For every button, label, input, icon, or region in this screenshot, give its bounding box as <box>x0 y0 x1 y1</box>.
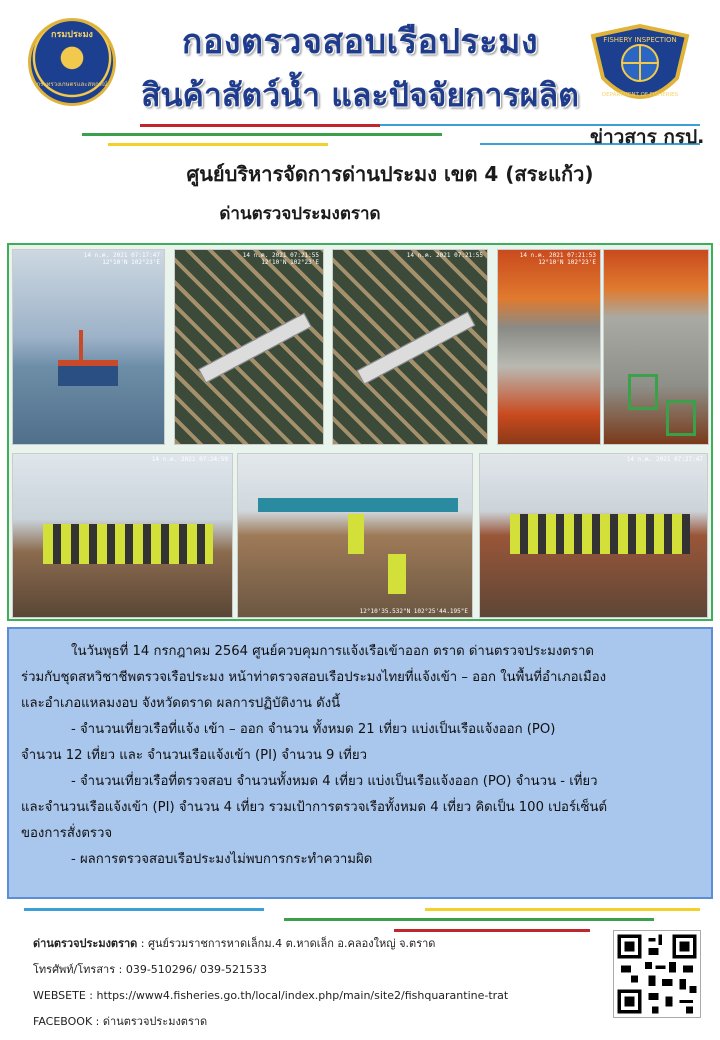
photo-fish-hold-2 <box>603 249 709 445</box>
facebook-link[interactable]: ด่านตรวจประมงตราด <box>102 1015 208 1028</box>
photo-net-measure-1 <box>174 249 324 445</box>
footer-divider-green <box>284 918 654 921</box>
photo-stamp: 14 ก.ค. 2021 07:21:55 12°10'N 102°23'E <box>242 252 319 266</box>
report-bullet-1: - จำนวนเที่ยวเรือที่แจ้ง เข้า – ออก จำนวน ทั้งหมด 21 เที่ยว แบ่งเป็นเรือแจ้งออก (PO) <box>71 722 556 737</box>
photo-stamp: 14 ก.ค. 2021 07:21:55 <box>406 252 483 259</box>
photo-fish-hold-1 <box>497 249 601 445</box>
fishery-inspection-emblem <box>585 18 695 118</box>
photo-stamp: 14 ก.ค. 2021 07:21:53 12°10'N 102°23'E <box>519 252 596 266</box>
photo-stamp: 14 ก.ค. 2021 07:17:47 12°10'N 102°23'E <box>83 252 160 266</box>
photo-stamp: 14 ก.ค. 2021 07:24:59 <box>151 456 228 463</box>
photo-collage <box>7 243 713 621</box>
report-paragraph-1c: และอำเภอแหลมงอบ จังหวัดตราด ผลการปฏิบัติงาน ดังนี้ <box>21 696 341 711</box>
footer-divider-red <box>394 929 590 932</box>
office-label: ด่านตรวจประมงตราด <box>33 937 138 950</box>
phone-value: 039-510296/ 039-521533 <box>125 963 267 976</box>
phone-label: โทรศัพท์/โทรสาร : <box>33 963 123 976</box>
photo-stamp: 14 ก.ค. 2021 07:27:47 <box>626 456 703 463</box>
footer-divider-blue <box>24 908 264 911</box>
qr-code[interactable] <box>613 930 701 1018</box>
website-label: WEBSETE : <box>33 989 93 1002</box>
department-of-fisheries-seal <box>28 18 116 106</box>
emblem-bottom-text: DEPARTMENT OF FISHERIES <box>601 92 679 98</box>
divider-red <box>140 124 380 127</box>
footer-divider-yellow <box>425 908 700 911</box>
report-bullet-2: - จำนวนเที่ยวเรือที่ตรวจสอบ จำนวนทั้งหมด 4 เที่ยว แบ่งเป็นเรือแจ้งออก (PO) จำนวน - เที่ยว <box>71 774 598 789</box>
seal-subtext: กระทรวงเกษตรและสหกรณ์ <box>36 81 108 88</box>
report-bullet-3: - ผลการตรวจสอบเรือประมงไม่พบการกระทำความผิด <box>71 852 373 867</box>
report-paragraph-1: ในวันพุธที่ 14 กรกฎาคม 2564 ศูนย์ควบคุมการแจ้งเรือเข้าออก ตราด ด่านตรวจประมงตราด <box>71 644 594 659</box>
photo-stamp: 12°10'35.532"N 102°25'44.195"E <box>359 608 468 615</box>
report-body <box>7 627 713 899</box>
center-title: ศูนย์บริหารจัดการด่านประมง เขต 4 (สระแก้ว) <box>186 162 594 186</box>
report-bullet-2c: ของการสั่งตรวจ <box>21 826 113 841</box>
photo-crew-deck-3 <box>479 453 708 618</box>
facebook-label: FACEBOOK : <box>33 1015 100 1028</box>
emblem-top-text: FISHERY INSPECTION <box>603 36 677 44</box>
page-title-line1: กองตรวจสอบเรือประมง <box>181 22 539 62</box>
report-paragraph-1b: ร่วมกับชุดสหวิชาชีพตรวจเรือประมง หน้าท่าตรวจสอบเรือประมงไทยที่แจ้งเข้า – ออก ในพื้นที่อำเภอเมือง <box>21 670 607 685</box>
photo-crew-deck-2 <box>237 453 473 618</box>
report-bullet-1b: จำนวน 12 เที่ยว และ จำนวนเรือแจ้งเข้า (PI) จำนวน 9 เที่ยว <box>21 748 367 763</box>
website-link[interactable]: https://www4.fisheries.go.th/local/index.php/main/site2/fishquarantine-trat <box>96 989 509 1002</box>
checkpoint-title: ด่านตรวจประมงตราด <box>219 204 381 224</box>
photo-boat-at-sea <box>12 249 165 445</box>
photo-crew-deck-1 <box>12 453 233 618</box>
news-label: ข่าวสาร กรป. <box>590 126 705 148</box>
office-address: : ศูนย์รวมราชการหาดเล็กม.4 ต.หาดเล็ก อ.คลองใหญ่ จ.ตราด <box>137 937 436 950</box>
divider-yellow <box>108 143 328 146</box>
contact-footer <box>33 936 508 1040</box>
report-bullet-2b: และจำนวนเรือแจ้งเข้า (PI) จำนวน 4 เที่ยว รวมเป้าการตรวจเรือทั้งหมด 4 เที่ยว คิดเป็น 100 เปอร์เซ็นต์ <box>21 800 608 815</box>
seal-label: กรมประมง <box>51 30 93 40</box>
photo-net-measure-2 <box>332 249 488 445</box>
divider-green <box>82 133 442 136</box>
page-title-line2: สินค้าสัตว์น้ำ และปัจจัยการผลิต <box>141 76 579 114</box>
